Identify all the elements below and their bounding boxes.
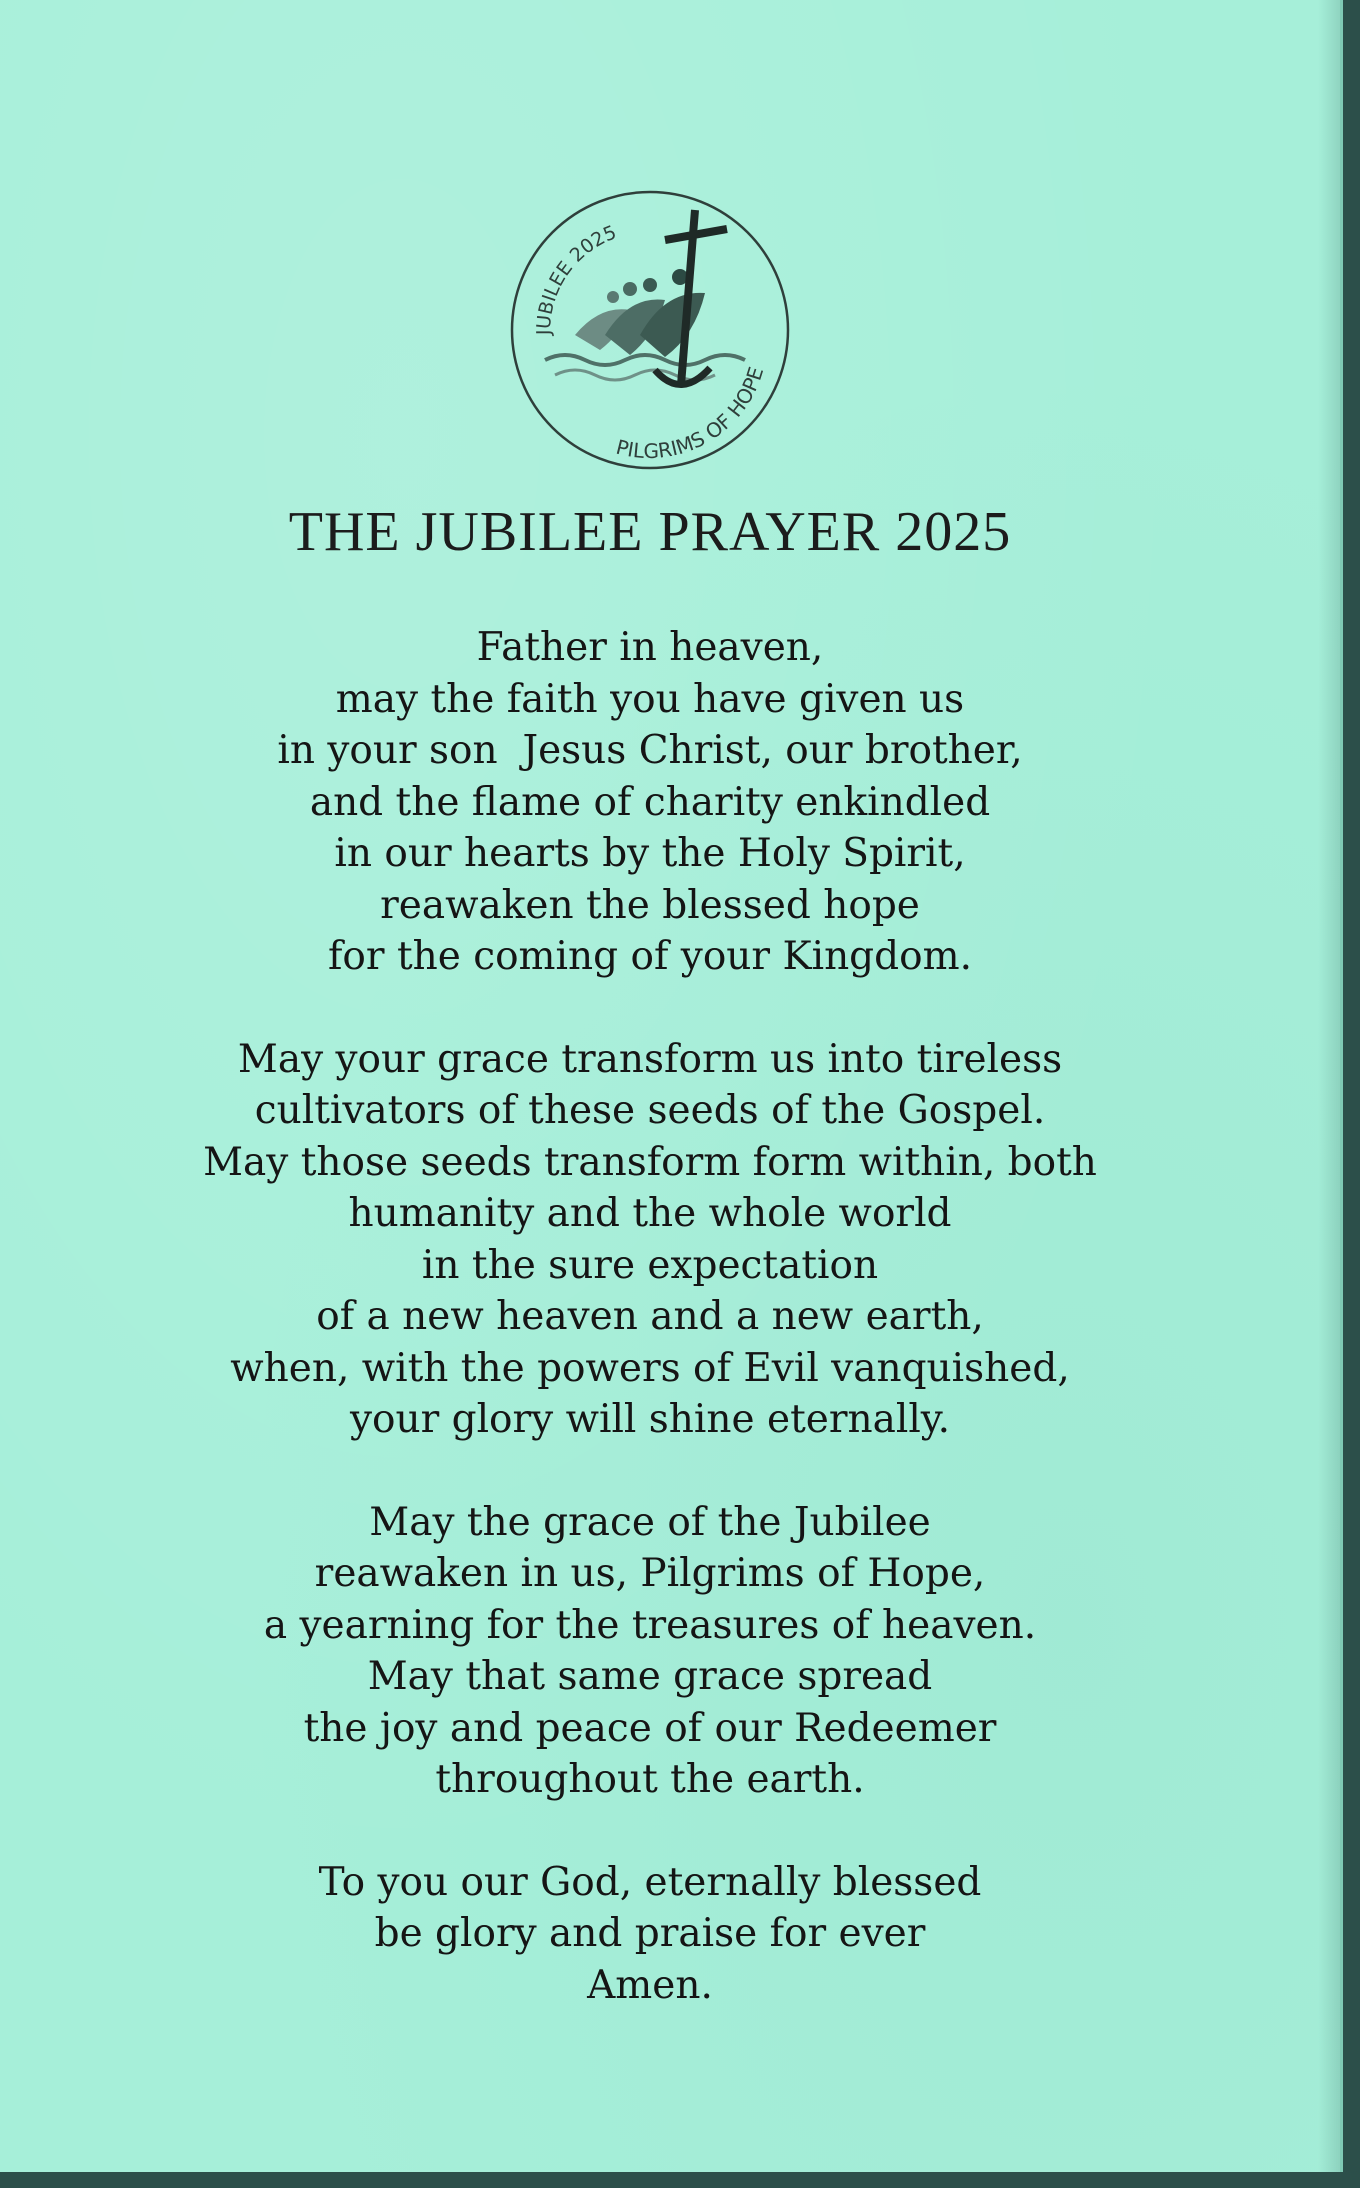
jubilee-2025-logo-icon	[505, 185, 795, 475]
prayer-line: in our hearts by the Holy Spirit,	[334, 831, 966, 876]
logo-top-text: JUBILEE 2025	[532, 221, 620, 336]
stanza-1	[0, 622, 1300, 983]
prayer-line: in the sure expectation	[421, 1242, 879, 1288]
page-edge-shadow	[1318, 0, 1340, 2172]
prayer-line: May that same grace spread	[367, 1654, 933, 1699]
prayer-line: for the coming of your Kingdom.	[328, 934, 972, 979]
prayer-line: To you our God, eternally blessed	[318, 1859, 982, 1905]
prayer-line: reawaken the blessed hope	[380, 882, 920, 928]
prayer-title: THE JUBILEE PRAYER 2025	[288, 501, 1012, 563]
prayer-line: May your grace transform us into tireless	[237, 1036, 1063, 1082]
stanza-2	[0, 1034, 1300, 1446]
prayer-line: humanity and the whole world	[348, 1191, 952, 1236]
prayer-line: may the faith you have given us	[335, 676, 965, 722]
stanza-3	[0, 1497, 1300, 1806]
prayer-line: and the flame of charity enkindled	[309, 779, 991, 825]
prayer-line: Amen.	[587, 1962, 713, 2008]
prayer-line: May those seeds transform form within, both	[203, 1139, 1097, 1185]
prayer-line: of a new heaven and a new earth,	[316, 1294, 984, 1339]
prayer-line: a yearning for the treasures of heaven.	[263, 1602, 1037, 1648]
prayer-line: Father in heaven,	[476, 625, 824, 670]
prayer-body	[0, 622, 1300, 2062]
prayer-line: throughout the earth.	[435, 1757, 865, 1802]
prayer-line: May the grace of the Jubilee	[369, 1499, 931, 1545]
prayer-line: the joy and peace of our Redeemer	[303, 1705, 997, 1751]
prayer-line: in your son Jesus Christ, our brother,	[277, 728, 1023, 773]
prayer-line: be glory and praise for ever	[374, 1911, 926, 1956]
prayer-line: your glory will shine eternally.	[349, 1397, 951, 1442]
stanza-4	[0, 1857, 1300, 2012]
prayer-line: when, with the powers of Evil vanquished,	[230, 1345, 1070, 1391]
prayer-line: cultivators of these seeds of the Gospel.	[254, 1088, 1046, 1133]
logo-bottom-text: PILGRIMS OF HOPE	[613, 363, 769, 464]
prayer-line: reawaken in us, Pilgrims of Hope,	[314, 1551, 986, 1596]
